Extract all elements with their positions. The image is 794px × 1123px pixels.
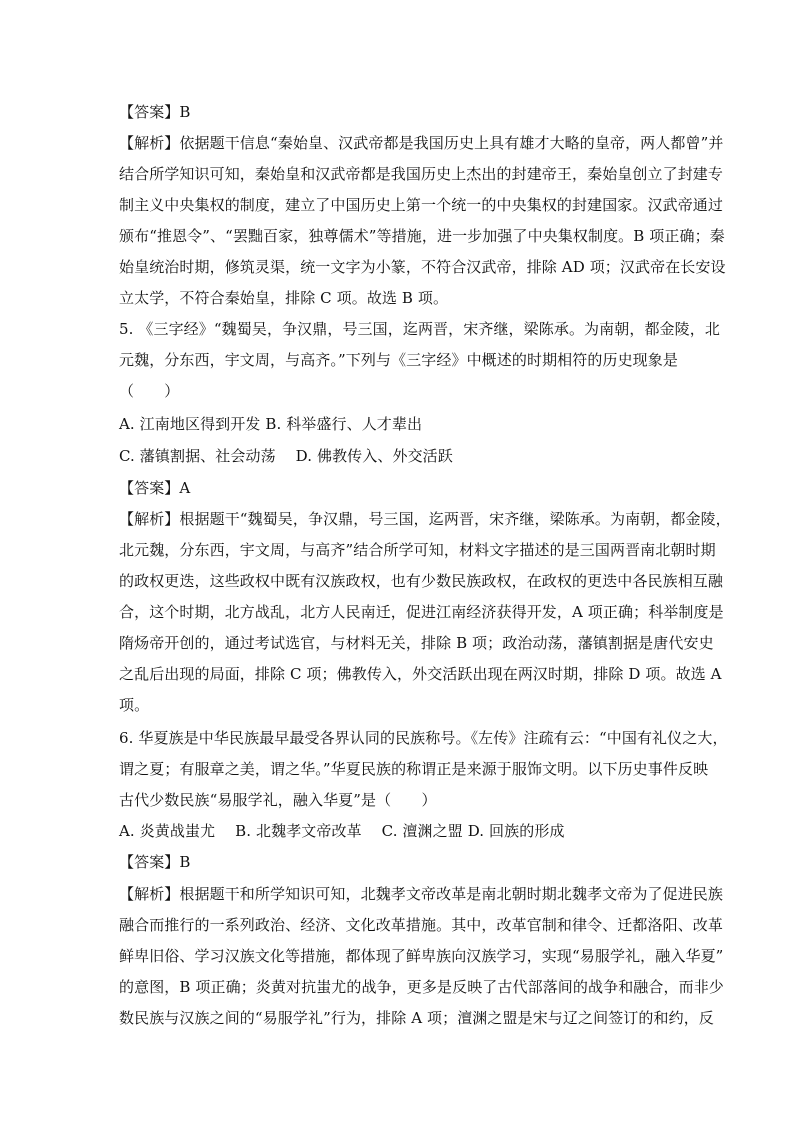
option-line: C. 藩镇割据、社会动荡 D. 佛教传入、外交活跃	[119, 447, 453, 465]
analysis-line: 始皇统治时期，修筑灵渠，统一文字为小篆，不符合汉武帝，排除 AD 项；汉武帝在长安设	[119, 258, 726, 276]
answer-line: 【答案】B	[119, 853, 191, 871]
analysis-line: 融合而推行的一系列政治、经济、文化改革措施。其中，改革官制和律令、迁都洛阳、改革	[119, 916, 724, 934]
analysis-line: 数民族与汉族之间的“易服学礼”行为，排除 A 项；澶渊之盟是宋与辽之间签订的和约，反	[119, 1009, 714, 1027]
question-line: 谓之夏；有服章之美，谓之华。”华夏民族的称谓正是来源于服饰文明。以下历史事件反映	[119, 760, 709, 778]
question-line: 5. 《三字经》“魏蜀吴，争汉鼎，号三国，迄两晋，宋齐继，梁陈承。为南朝，都金陵，北	[119, 320, 720, 338]
answer-line: 【答案】A	[119, 479, 191, 497]
analysis-line: 立太学，不符合秦始皇，排除 C 项。故选 B 项。	[119, 289, 449, 307]
analysis-line: 项。	[119, 696, 150, 714]
analysis-line: 结合所学知识可知，秦始皇和汉武帝都是我国历史上杰出的封建帝王，秦始皇创立了封建专	[119, 165, 724, 183]
analysis-line: 颁布“推恩令”、“罢黜百家，独尊儒术”等措施，进一步加强了中央集权制度。B 项正确；秦	[119, 227, 725, 245]
question-line: 古代少数民族“易服学礼，融入华夏”是（ ）	[119, 791, 437, 809]
analysis-line: 的政权更迭，这些政权中既有汉族政权，也有少数民族政权，在政权的更迭中各民族相互融	[119, 572, 724, 590]
analysis-line: 【解析】根据题干和所学知识可知，北魏孝文帝改革是南北朝时期北魏孝文帝为了促进民族	[119, 885, 724, 903]
option-line: A. 江南地区得到开发 B. 科举盛行、人才辈出	[119, 415, 423, 433]
analysis-line: 隋炀帝开创的，通过考试选官，与材料无关，排除 B 项；政治动荡，藩镇割据是唐代安史	[119, 634, 714, 652]
question-line: 6. 华夏族是中华民族最早最受各界认同的民族称号。《左传》注疏有云：“中国有礼仪之大，	[119, 729, 728, 747]
option-line: A. 炎黄战蚩尤 B. 北魏孝文帝改革 C. 澶渊之盟 D. 回族的形成	[119, 822, 565, 840]
question-line: 元魏，分东西，宇文周，与高齐。”下列与《三字经》中概述的时期相符的历史现象是	[119, 351, 678, 369]
analysis-line: 鲜卑旧俗、学习汉族文化等措施，都体现了鲜卑族向汉族学习，实现“易服学礼，融入华夏”	[119, 947, 724, 965]
analysis-line: 【解析】依据题干信息“秦始皇、汉武帝都是我国历史上具有雄才大略的皇帝，两人都曾”并	[119, 134, 724, 152]
analysis-line: 的意图，B 项正确；炎黄对抗蚩尤的战争，更多是反映了古代部落间的战争和融合，而非少	[119, 978, 724, 996]
analysis-line: 【解析】根据题干“魏蜀吴，争汉鼎，号三国，迄两晋，宋齐继，梁陈承。为南朝，都金陵，	[119, 510, 731, 528]
analysis-line: 制主义中央集权的制度，建立了中国历史上第一个统一的中央集权的封建国家。汉武帝通过	[119, 196, 724, 214]
question-blank: （ ）	[119, 382, 180, 400]
analysis-line: 之乱后出现的局面，排除 C 项；佛教传入，外交活跃出现在两汉时期，排除 D 项。故选 A	[119, 665, 722, 683]
analysis-line: 北元魏，分东西，宇文周，与高齐”结合所学可知，材料文字描述的是三国两晋南北朝时期	[119, 541, 716, 559]
answer-line: 【答案】B	[119, 103, 191, 121]
analysis-line: 合，这个时期，北方战乱，北方人民南迁，促进江南经济获得开发，A 项正确；科举制度是	[119, 603, 724, 621]
